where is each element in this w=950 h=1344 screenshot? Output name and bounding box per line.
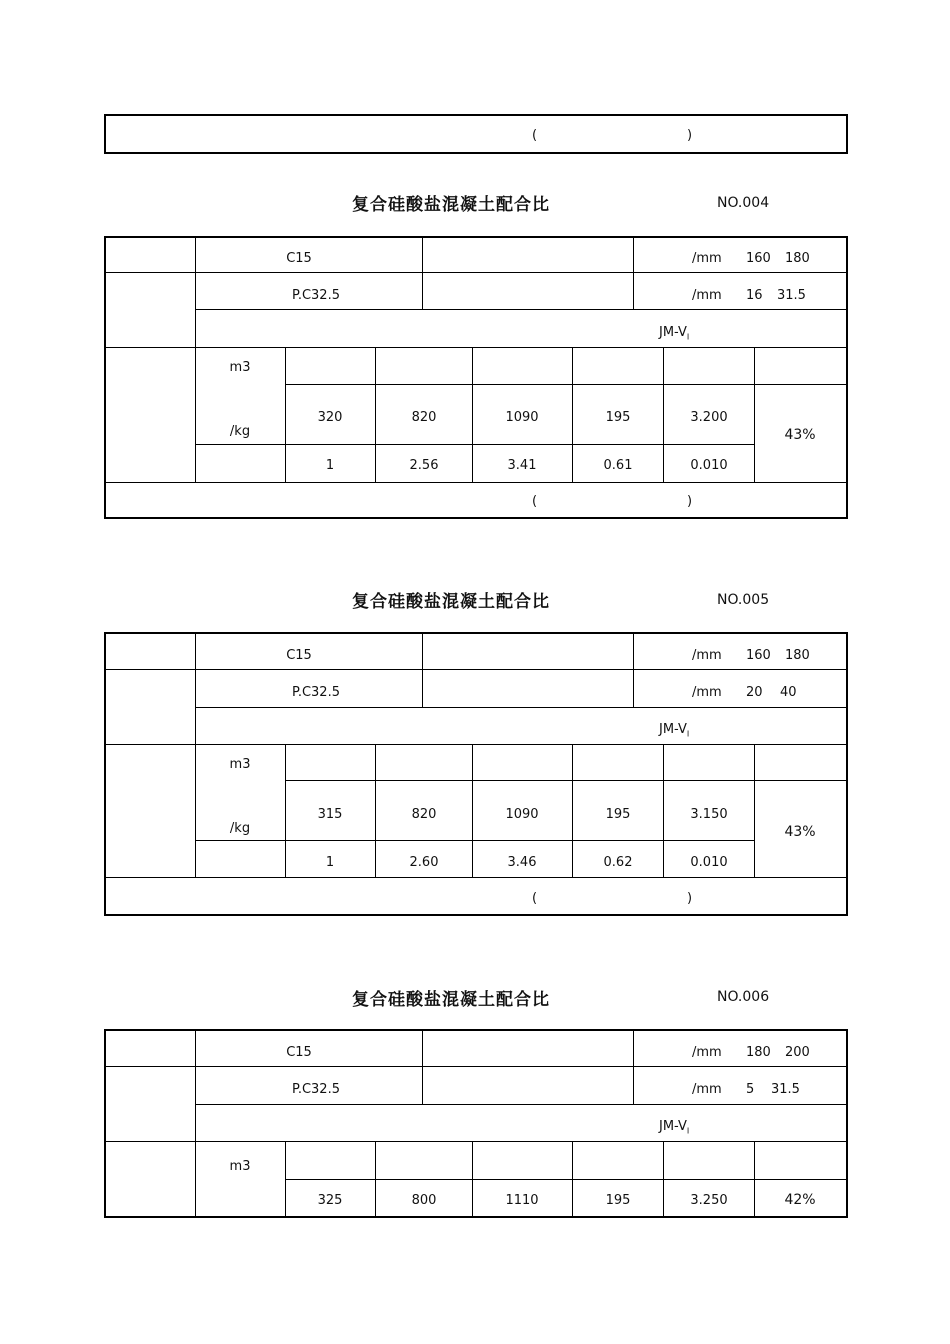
strength-grade: C15 bbox=[286, 648, 312, 663]
aggregate-unit: /mm bbox=[692, 1082, 722, 1097]
amount-cell: 1090 bbox=[505, 410, 539, 425]
amount-cell: 315 bbox=[317, 807, 343, 822]
kg-unit-label: /kg bbox=[229, 821, 251, 836]
aggregate-max: 40 bbox=[780, 685, 797, 700]
amount-cell: 3.150 bbox=[690, 807, 728, 822]
slump-unit: /mm bbox=[692, 1045, 722, 1060]
amount-cell: 325 bbox=[317, 1193, 343, 1208]
sand-rate: 43% bbox=[784, 427, 816, 443]
amount-cell: 3.200 bbox=[690, 410, 728, 425]
block-title: 复合硅酸盐混凝土配合比 bbox=[352, 990, 550, 1010]
slump-max: 200 bbox=[785, 1045, 810, 1060]
block-number: NO.006 bbox=[717, 989, 770, 1005]
ratio-cell: 0.010 bbox=[690, 855, 728, 870]
ratio-cell: 1 bbox=[325, 458, 335, 473]
slump-min: 160 bbox=[746, 648, 771, 663]
aggregate-min: 16 bbox=[746, 288, 763, 303]
kg-unit-label: /kg bbox=[229, 424, 251, 439]
ratio-cell: 1 bbox=[325, 855, 335, 870]
admixture-name: $JM-V_I$ bbox=[659, 722, 690, 739]
per-m3-label: m3 bbox=[229, 757, 251, 772]
aggregate-unit: /mm bbox=[692, 288, 722, 303]
cement-type: P.C32.5 bbox=[292, 685, 340, 700]
aggregate-max: 31.5 bbox=[777, 288, 806, 303]
ratio-cell: 0.61 bbox=[603, 458, 633, 473]
aggregate-min: 5 bbox=[746, 1082, 755, 1097]
slump-unit: /mm bbox=[692, 648, 722, 663]
aggregate-max: 31.5 bbox=[771, 1082, 800, 1097]
sand-rate: 42% bbox=[784, 1192, 816, 1208]
amount-cell: 1090 bbox=[505, 807, 539, 822]
block-number: NO.005 bbox=[717, 592, 770, 608]
ratio-cell: 0.010 bbox=[690, 458, 728, 473]
amount-cell: 800 bbox=[411, 1193, 437, 1208]
ratio-cell: 2.56 bbox=[409, 458, 439, 473]
aggregate-unit: /mm bbox=[692, 685, 722, 700]
remark-close-paren: ) bbox=[687, 494, 693, 509]
slump-min: 160 bbox=[746, 251, 771, 266]
admixture-name: $JM-V_I$ bbox=[659, 1119, 690, 1136]
amount-cell: 820 bbox=[411, 410, 437, 425]
strength-grade: C15 bbox=[286, 1045, 312, 1060]
remark-open-paren: ( bbox=[532, 128, 538, 143]
ratio-cell: 3.46 bbox=[507, 855, 537, 870]
amount-cell: 195 bbox=[605, 807, 631, 822]
remark-open-paren: ( bbox=[532, 494, 538, 509]
remark-close-paren: ) bbox=[687, 891, 693, 906]
block-title: 复合硅酸盐混凝土配合比 bbox=[352, 592, 550, 612]
ratio-cell: 3.41 bbox=[507, 458, 537, 473]
block-title: 复合硅酸盐混凝土配合比 bbox=[352, 195, 550, 215]
slump-max: 180 bbox=[785, 648, 810, 663]
slump-min: 180 bbox=[746, 1045, 771, 1060]
per-m3-label: m3 bbox=[229, 1159, 251, 1174]
cement-type: P.C32.5 bbox=[292, 1082, 340, 1097]
cement-type: P.C32.5 bbox=[292, 288, 340, 303]
slump-unit: /mm bbox=[692, 251, 722, 266]
amount-cell: 3.250 bbox=[690, 1193, 728, 1208]
per-m3-label: m3 bbox=[229, 360, 251, 375]
ratio-cell: 2.60 bbox=[409, 855, 439, 870]
sand-rate: 43% bbox=[784, 824, 816, 840]
amount-cell: 1110 bbox=[505, 1193, 539, 1208]
aggregate-min: 20 bbox=[746, 685, 763, 700]
ratio-cell: 0.62 bbox=[603, 855, 633, 870]
slump-max: 180 bbox=[785, 251, 810, 266]
block-number: NO.004 bbox=[717, 195, 770, 211]
amount-cell: 195 bbox=[605, 410, 631, 425]
admixture-name: $JM-V_I$ bbox=[659, 325, 690, 342]
strength-grade: C15 bbox=[286, 251, 312, 266]
remark-open-paren: ( bbox=[532, 891, 538, 906]
amount-cell: 820 bbox=[411, 807, 437, 822]
remark-close-paren: ) bbox=[687, 128, 693, 143]
amount-cell: 320 bbox=[317, 410, 343, 425]
amount-cell: 195 bbox=[605, 1193, 631, 1208]
